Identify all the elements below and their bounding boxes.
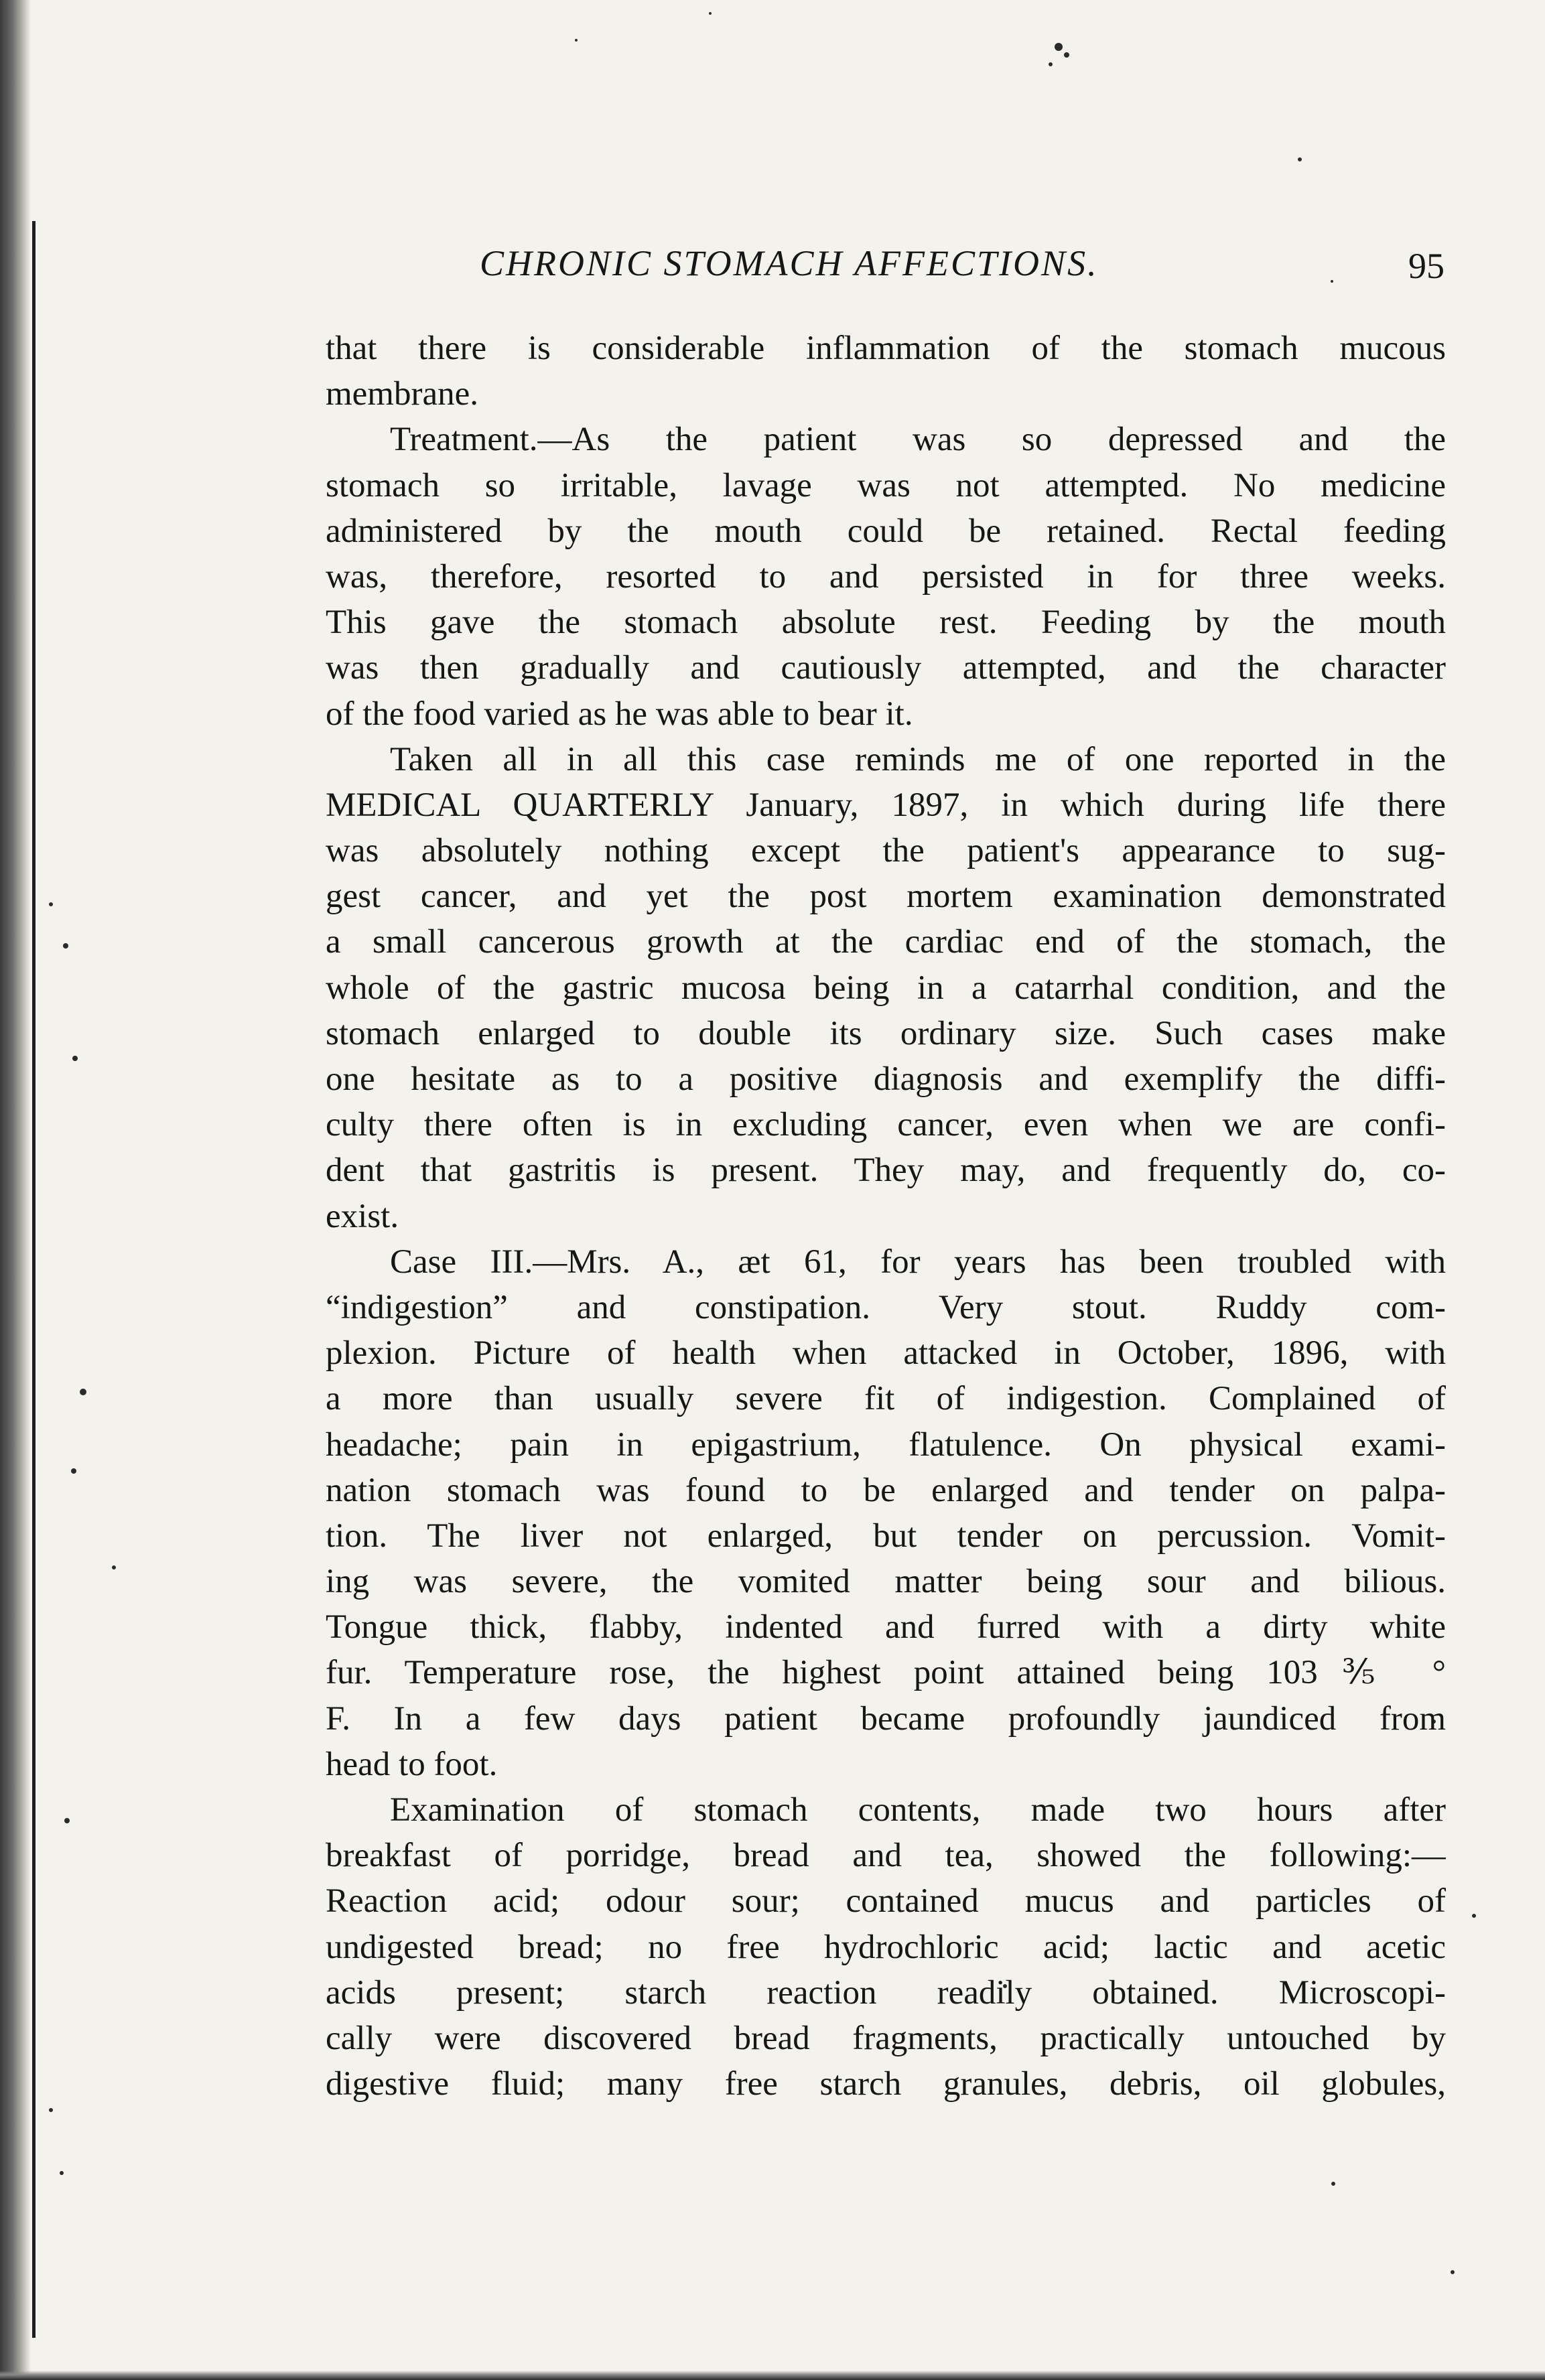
text-line: F. In a few days patient became profoundly jaundiced from [326, 1699, 1446, 1738]
page-number: 95 [1408, 246, 1445, 286]
text-line: gest cancer, and yet the post mortem examination demonstrated [326, 878, 1446, 916]
text-line: one hesitate as to a positive diagnosis and exemplify the diffi- [326, 1060, 1446, 1098]
text-line: stomach so irritable, lavage was not attempted. No medicine [326, 466, 1446, 504]
text-line: a more than usually severe fit of indigestion. Complained of [326, 1380, 1446, 1418]
text-line: was absolutely nothing except the patient's appearance to sug- [326, 832, 1446, 870]
body-text [326, 326, 1446, 2107]
running-title: CHRONIC STOMACH AFFECTIONS. [480, 243, 1099, 283]
text-line: ing was severe, the vomited matter being sour and bilious. [326, 1563, 1446, 1601]
text-line: This gave the stomach absolute rest. Feeding by the mouth [326, 604, 1446, 642]
text-line: was, therefore, resorted to and persisted in for three weeks. [326, 557, 1446, 596]
running-head [480, 242, 1445, 296]
text-line: Taken all in all this case reminds me of one reported in the [390, 740, 1446, 778]
text-line: cally were discovered bread fragments, practically untouched by [326, 2019, 1446, 2057]
text-line: was then gradually and cautiously attempted, and the character [326, 649, 1446, 687]
text-line: breakfast of porridge, bread and tea, showed the following:— [326, 1837, 1446, 1875]
text-line: acids present; starch reaction readily obtained. Microscopi- [326, 1973, 1446, 2012]
text-line: fur. Temperature rose, the highest point attained being 103⅗ ° [326, 1654, 1446, 1692]
text-line: Reaction acid; odour sour; contained mucus and particles of [326, 1882, 1446, 1920]
text-line: head to foot. [326, 1745, 498, 1783]
text-line: undigested bread; no free hydrochloric acid; lactic and acetic [326, 1928, 1446, 1966]
text-line: “indigestion” and constipation. Very stout. Ruddy com- [326, 1288, 1446, 1326]
text-line: nation stomach was found to be enlarged and tender on palpa- [326, 1471, 1446, 1509]
text-line: headache; pain in epigastrium, flatulence. On physical exami- [326, 1425, 1446, 1464]
text-line: administered by the mouth could be retained. Rectal feeding [326, 512, 1446, 550]
text-line: culty there often is in excluding cancer, even when we are confi- [326, 1106, 1446, 1144]
text-line: of the food varied as he was able to bear it. [326, 695, 913, 733]
text-line: a small cancerous growth at the cardiac end of the stomach, the [326, 923, 1446, 961]
text-line: tion. The liver not enlarged, but tender on percussion. Vomit- [326, 1517, 1446, 1555]
text-line: whole of the gastric mucosa being in a catarrhal condition, and the [326, 969, 1446, 1007]
text-line: dent that gastritis is present. They may, and frequently do, co- [326, 1151, 1446, 1190]
text-line: plexion. Picture of health when attacked in October, 1896, with [326, 1334, 1446, 1373]
text-line: Treatment.—As the patient was so depressed and the [390, 421, 1446, 459]
text-line: stomach enlarged to double its ordinary size. Such cases make [326, 1014, 1446, 1052]
text-line: Examination of stomach contents, made two hours after [390, 1791, 1446, 1829]
text-line: membrane. [326, 375, 478, 413]
text-line: exist. [326, 1197, 399, 1235]
text-line: Tongue thick, flabby, indented and furred with a dirty white [326, 1608, 1446, 1647]
text-line: digestive fluid; many free starch granules, debris, oil globules, [326, 2065, 1446, 2103]
text-line: Case III.—Mrs. A., æt 61, for years has been troubled with [390, 1243, 1446, 1281]
text-line: that there is considerable inflammation of the stomach mucous [326, 330, 1446, 367]
text-line: MEDICAL QUARTERLY January, 1897, in which during life there [326, 786, 1446, 824]
